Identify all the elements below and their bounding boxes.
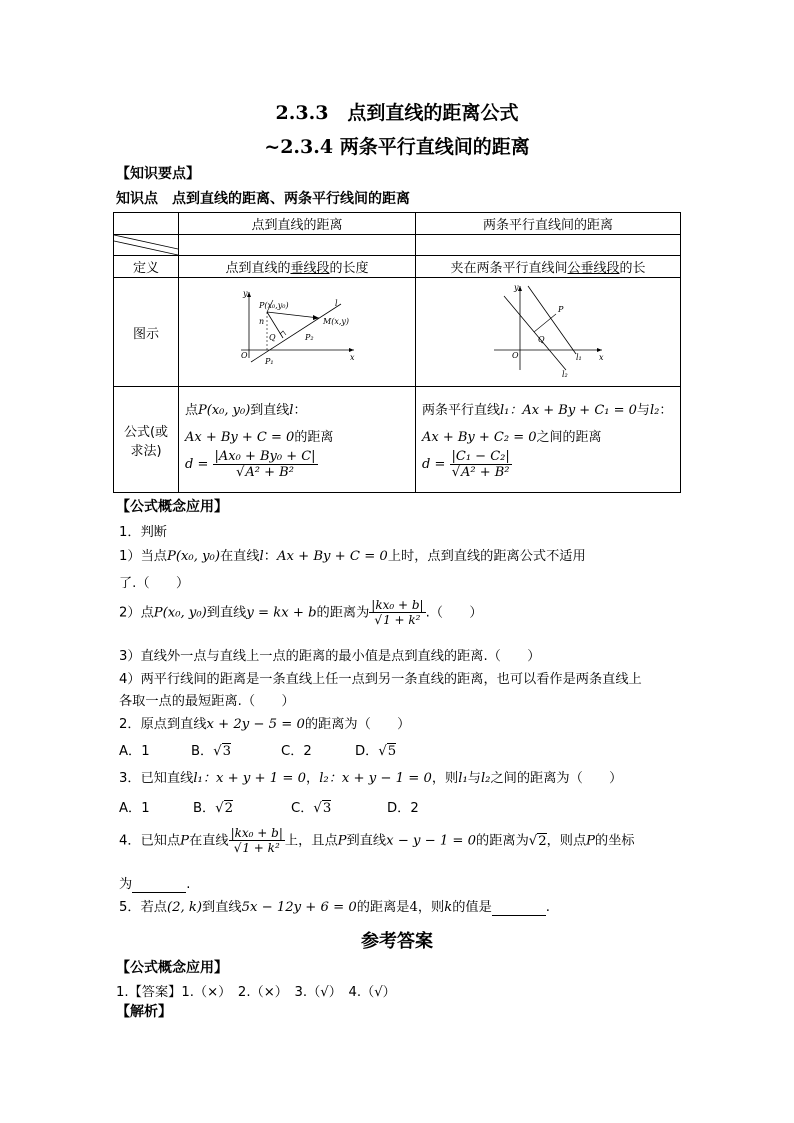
application-heading: 【公式概念应用】 <box>116 499 228 515</box>
q1-item4-line2: 各取一点的最短距离.（ ） <box>119 694 295 709</box>
fig2-label-Q: Q <box>538 335 545 344</box>
diagonal-lines <box>114 235 178 255</box>
answers-heading: 【公式概念应用】 <box>116 960 228 976</box>
q3-option-A[interactable]: A．1 <box>119 801 150 816</box>
empty-cell <box>179 235 416 256</box>
fig1-label-O: O <box>241 351 248 360</box>
row-label-figure: 图示 <box>114 278 179 387</box>
q1-item4-line1: 4）两平行线间的距离是一条直线上任一点到另一条直线的距离，也可以看作是两条直线上 <box>119 672 642 687</box>
q5-stem: 5．若点(2, k)到直线5x − 12y + 6 = 0的距离是4，则k的值是 . <box>119 900 550 915</box>
col-header-point-line: 点到直线的距离 <box>179 213 416 235</box>
q3-option-D[interactable]: D．2 <box>387 801 419 816</box>
knowledge-point-title: 知识点 点到直线的距离、两条平行线间的距离 <box>116 191 410 207</box>
fig1-label-Q: Q <box>269 333 276 342</box>
diagonal-cell <box>114 235 179 256</box>
q1-item1-line1: 1）当点P(x₀, y₀)在直线l：Ax + By + C = 0上时，点到直线的距离公式不适用 <box>119 549 586 564</box>
col-header-parallel-lines: 两条平行直线间的距离 <box>416 213 681 235</box>
definition-point-line: 点到直线的垂线段的长度 <box>179 256 416 278</box>
fig2-label-P: P <box>558 305 564 314</box>
title-line-1: 2.3.3 点到直线的距离公式 <box>275 102 519 124</box>
q3-stem: 3．已知直线l₁：x + y + 1 = 0，l₂：x + y − 1 = 0，则l₁与l₂之间的距离为（ ） <box>119 771 623 786</box>
answers-analysis-label: 【解析】 <box>116 1004 172 1020</box>
title-line-2: ~2.3.4 两条平行直线间的距离 <box>264 136 530 158</box>
fig2-label-l1: l₁ <box>576 353 582 362</box>
figure-point-line-cell <box>179 278 416 387</box>
fig1-label-l: l <box>335 299 338 308</box>
parallel-lines-distance-figure <box>416 278 680 386</box>
q2-option-A[interactable]: A．1 <box>119 744 150 759</box>
fig2-label-l2: l₂ <box>562 370 568 379</box>
fig2-label-x: x <box>599 353 604 362</box>
knowledge-heading: 【知识要点】 <box>116 166 200 182</box>
q2-option-C[interactable]: C．2 <box>281 744 312 759</box>
fig1-label-y: y <box>243 289 248 298</box>
fig2-label-O: O <box>512 351 519 360</box>
q1-title: 1．判断 <box>119 525 167 540</box>
fig1-label-P2: P₂ <box>305 333 314 342</box>
fig1-label-M: M(x,y) <box>323 317 350 326</box>
q2-stem: 2．原点到直线x + 2y − 5 = 0的距离为（ ） <box>119 717 411 732</box>
empty-cell <box>416 235 681 256</box>
row-label-formula: 公式(或 求法) <box>114 387 179 493</box>
formula-point-line: 点P(x₀, y₀)到直线l： Ax + By + C = 0的距离 d = $\frac{\text{|Ax₀ + By₀ + C|}}{\text{√A² + B²}}$ <box>179 387 416 493</box>
fig1-label-P: P(x₀,y₀) <box>259 301 289 310</box>
point-line-distance-figure <box>179 278 415 386</box>
answers-line1: 1.【答案】1.（×） 2.（×） 3.（√） 4.（√） <box>116 985 396 1000</box>
q1-item3: 3）直线外一点与直线上一点的距离的最小值是点到直线的距离.（ ） <box>119 649 541 664</box>
q1-item1-line2: 了.（ ） <box>119 576 190 591</box>
fig1-label-P1: P₁ <box>265 357 274 366</box>
q5-answer-blank[interactable] <box>492 900 546 916</box>
q4-answer-blank[interactable] <box>132 877 186 893</box>
figure-parallel-lines-cell <box>416 278 681 387</box>
q4-stem-line2: 为 . <box>119 877 191 892</box>
q2-option-D[interactable]: D．√5 <box>355 744 397 759</box>
definition-parallel-lines: 夹在两条平行直线间公垂线段的长 <box>416 256 681 278</box>
fig1-label-x: x <box>350 353 355 362</box>
q1-item2: 2）点P(x₀, y₀)到直线y = kx + b的距离为 $\frac{\text{|kx₀ + b|}}{\text{√1 + k²}}$ .（ ） <box>119 598 483 627</box>
answers-title: 参考答案 <box>361 931 433 952</box>
knowledge-table <box>113 212 681 493</box>
header-blank-cell <box>114 213 179 235</box>
fig2-label-y: y <box>514 283 519 292</box>
q4-stem-line1: 4．已知点P在直线 $\frac{\text{|kx₀ + b|}}{\text{√1 + k²}}$ 上，且点P到直线x − y − 1 = 0的距离为√2，则点P的坐标 <box>119 826 635 855</box>
fig1-label-n: n <box>259 317 265 326</box>
q3-option-B[interactable]: B．√2 <box>193 801 234 816</box>
row-label-definition: 定义 <box>114 256 179 278</box>
q3-option-C[interactable]: C．√3 <box>291 801 332 816</box>
q2-option-B[interactable]: B．√3 <box>191 744 232 759</box>
formula-parallel-lines: 两条平行直线l₁：Ax + By + C₁ = 0与l₂： Ax + By + C₂ = 0之间的距离 d = $\frac{\text{|C₁ − C₂|}}{\text{√A² + B²}}$ <box>416 387 681 493</box>
